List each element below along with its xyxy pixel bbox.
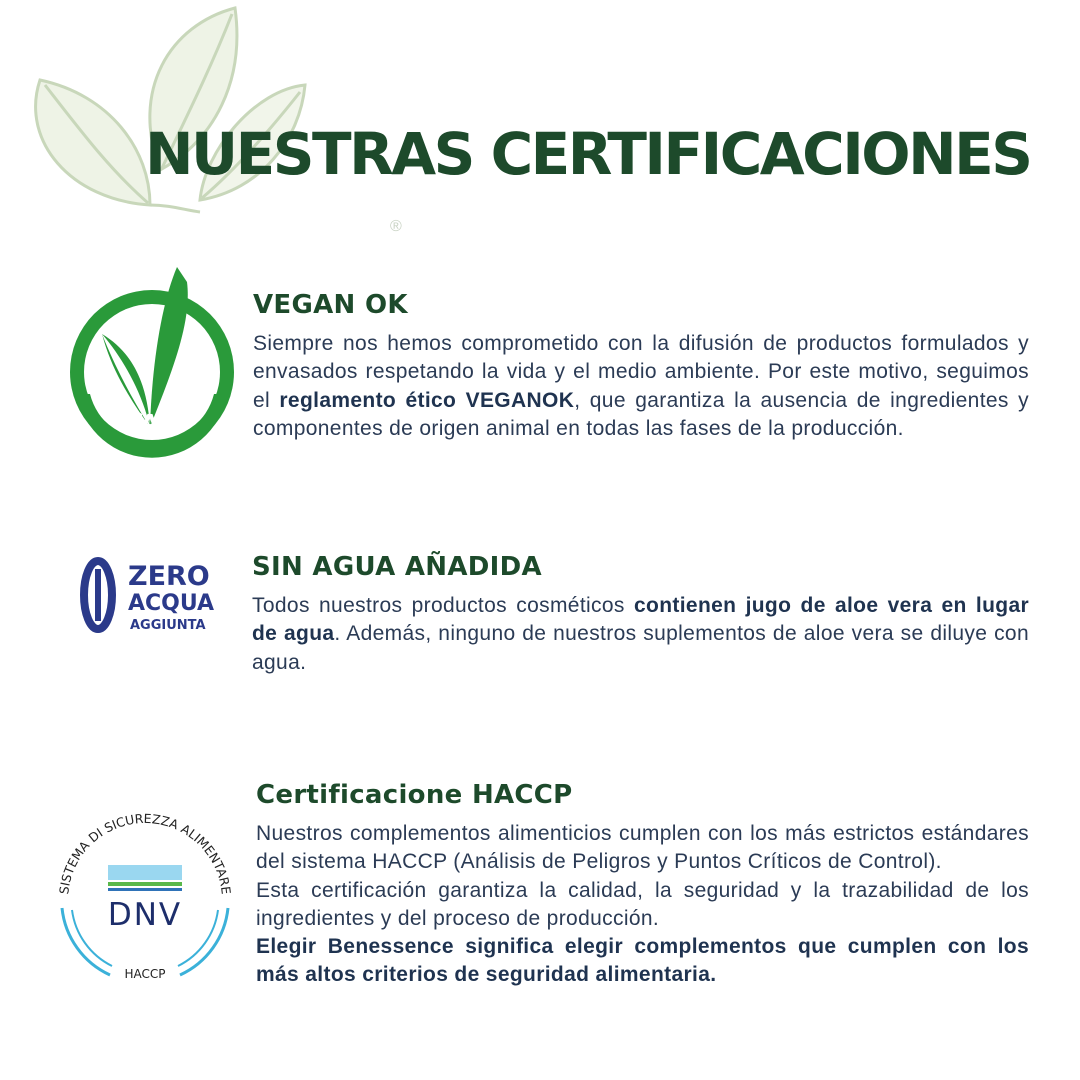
haccp-label-text: HACCP (124, 967, 166, 981)
bold-text-run: reglamento ético VEGANOK (279, 388, 575, 412)
dnv-haccp-logo-icon (50, 800, 240, 990)
registered-mark: ® (390, 218, 402, 235)
zero-acqua-logo-icon (76, 555, 216, 635)
section-paragraph (256, 877, 1029, 934)
text-run: Esta certificación garantiza la calidad, la seguridad y la trazabilidad de los ingredientes y del proceso de producción. (256, 878, 1029, 930)
veganok-logo-text: VEGANOK (92, 389, 212, 437)
zero-logo-line1: ZERO (128, 561, 210, 592)
veganok-logo-icon (62, 262, 242, 462)
text-run: Siempre nos hemos comprometido con la difusión de productos formulados y envasados respetando la vida y el medio ambiente. Por este motivo, seguimos el (253, 332, 1029, 412)
section-paragraph (256, 820, 1029, 877)
text-run: Nuestros complementos alimenticios cumplen con los más estrictos estándares del sistema HACCP (Análisis de Peligros y Puntos Críticos de Control). (256, 822, 1029, 874)
page-title: NUESTRAS CERTIFICACIONES (145, 120, 1031, 188)
text-run: . Además, ninguno de nuestros suplementos de aloe vera se diluye con agua. (252, 622, 1029, 674)
section-paragraph (253, 330, 1029, 443)
dnv-brand-text: DNV (107, 897, 183, 933)
section-heading: VEGAN OK (253, 290, 408, 320)
section-heading: Certificacione HACCP (256, 780, 573, 810)
bold-text-run: contienen jugo de aloe vera en lugar de agua (252, 594, 1030, 646)
text-run: Todos nuestros productos cosméticos (252, 594, 634, 617)
bold-text-run: Elegir Benessence significa elegir complementos que cumplen con los más altos criterios de seguridad alimentaria. (256, 935, 1029, 987)
zero-logo-line3: AGGIUNTA (130, 618, 206, 633)
section-paragraph (256, 933, 1029, 990)
zero-logo-line2: ACQUA (128, 591, 215, 616)
section-paragraph (252, 592, 1029, 677)
section-haccp (256, 780, 1029, 990)
section-vegan-ok (253, 290, 1029, 443)
section-sin-agua (252, 552, 1029, 677)
haccp-ring-text: SISTEMA DI SICUREZZA ALIMENTARE (56, 810, 234, 896)
text-run: , que garantiza la ausencia de ingredientes y componentes de origen animal en todas las fases de la producción. (253, 388, 1029, 440)
section-heading: SIN AGUA AÑADIDA (252, 552, 542, 582)
